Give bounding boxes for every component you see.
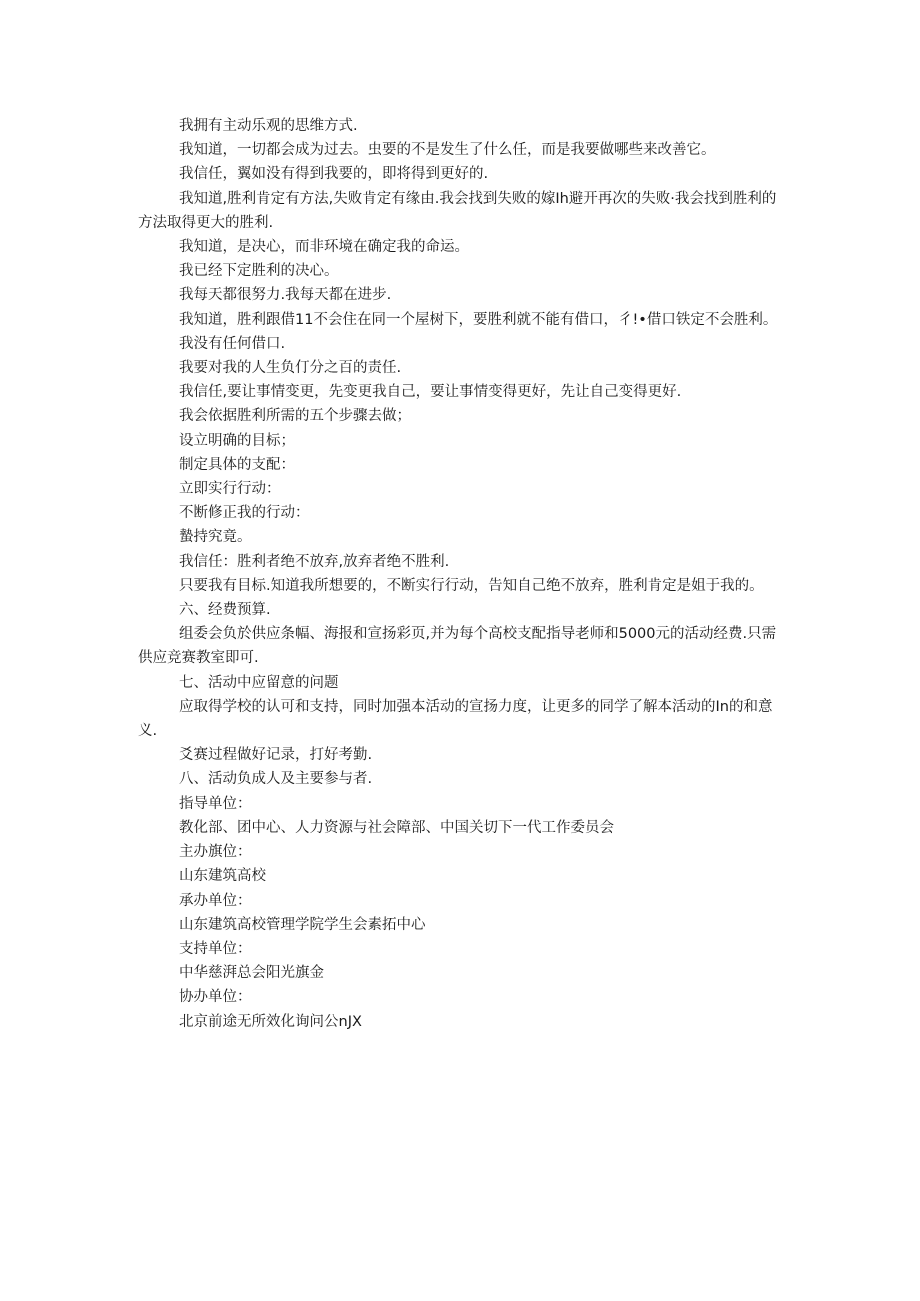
paragraph: 我每天都很努力.我每天都在进步.	[179, 287, 392, 304]
paragraph: 我知道，是决心，而非环境在确定我的命运。	[179, 239, 469, 256]
paragraph: 我知道，胜利跟借11不会住在同一个屋树下，要胜利就不能有借口，彳!•借口铁定不会胜利。	[179, 311, 778, 328]
field-value: 山东建筑高校管理学院学生会素拓中心	[179, 916, 426, 933]
field-label: 支持单位：	[179, 940, 252, 957]
section-heading: 六、经费预算.	[179, 602, 271, 619]
paragraph: 我信任，翼如没有得到我要的，即将得到更好的.	[179, 166, 489, 183]
list-item: 立即实行行动：	[179, 481, 281, 498]
paragraph: 应取得学校的认可和支持，同时加强本活动的宣扬力度，让更多的同学了解本活动的In的和意义.	[138, 698, 773, 740]
field-value: 北京前途无所效化询问公nJX	[179, 1013, 362, 1030]
section-heading: 八、活动负成人及主要参与者.	[179, 771, 373, 788]
paragraph: 我没有任何借口.	[179, 335, 286, 352]
field-value: 山东建筑高校	[179, 868, 266, 885]
paragraph: 我知道，一切都会成为过去。虫要的不是发生了什么任，而是我要做哪些来改善它。	[179, 142, 716, 159]
list-item: 不断修正我的行动：	[179, 505, 310, 522]
paragraph: 只要我有目标.知道我所想要的，不断实行行动，告知自己绝不放弃，胜利肯定是姐于我的。	[179, 577, 764, 594]
document-body	[138, 114, 788, 1034]
field-label: 指导单位：	[179, 795, 252, 812]
paragraph: 我信任,要让事情变更，先变更我自己，要让事情变得更好，先让自己变得更好.	[179, 384, 682, 401]
paragraph: 我拥有主动乐观的思维方式.	[179, 118, 358, 134]
paragraph: 我信任：胜利者绝不放弃,放弃者绝不胜利.	[179, 553, 450, 570]
field-value: 中华慈湃总会阳光旗金	[179, 965, 324, 982]
paragraph: 我要对我的人生负仃分之百的责任.	[179, 360, 402, 377]
paragraph: 我知道,胜利肯定有方法,失败肯定有缘由.我会找到失败的嫁Ih避开再次的失败·我会找到胜利的方法取得更大的胜利.	[138, 190, 777, 231]
field-label: 承办单位：	[179, 892, 252, 909]
paragraph: 爻赛过程做好记录，打好考勤.	[179, 747, 373, 764]
field-label: 主办旗位：	[179, 844, 252, 861]
paragraph: 我已经下定胜利的决心。	[179, 263, 339, 280]
list-item: 制定具体的支配：	[179, 456, 295, 473]
section-heading: 七、活动中应留意的问题	[179, 674, 339, 691]
paragraph: 我会依据胜利所需的五个步骤去做；	[179, 408, 411, 425]
field-value: 教化部、团中心、人力资源与社会障部、中国关切下一代工作委员会	[179, 819, 614, 836]
list-item: 设立明确的目标；	[179, 432, 295, 449]
list-item: 蟄持究竟。	[179, 529, 252, 546]
paragraph: 组委会负於供应条幅、海报和宣扬彩页,并为每个高校支配指导老师和5000元的活动经费.只需供应竞赛教室即可.	[138, 626, 777, 667]
field-label: 协办单位：	[179, 989, 252, 1006]
